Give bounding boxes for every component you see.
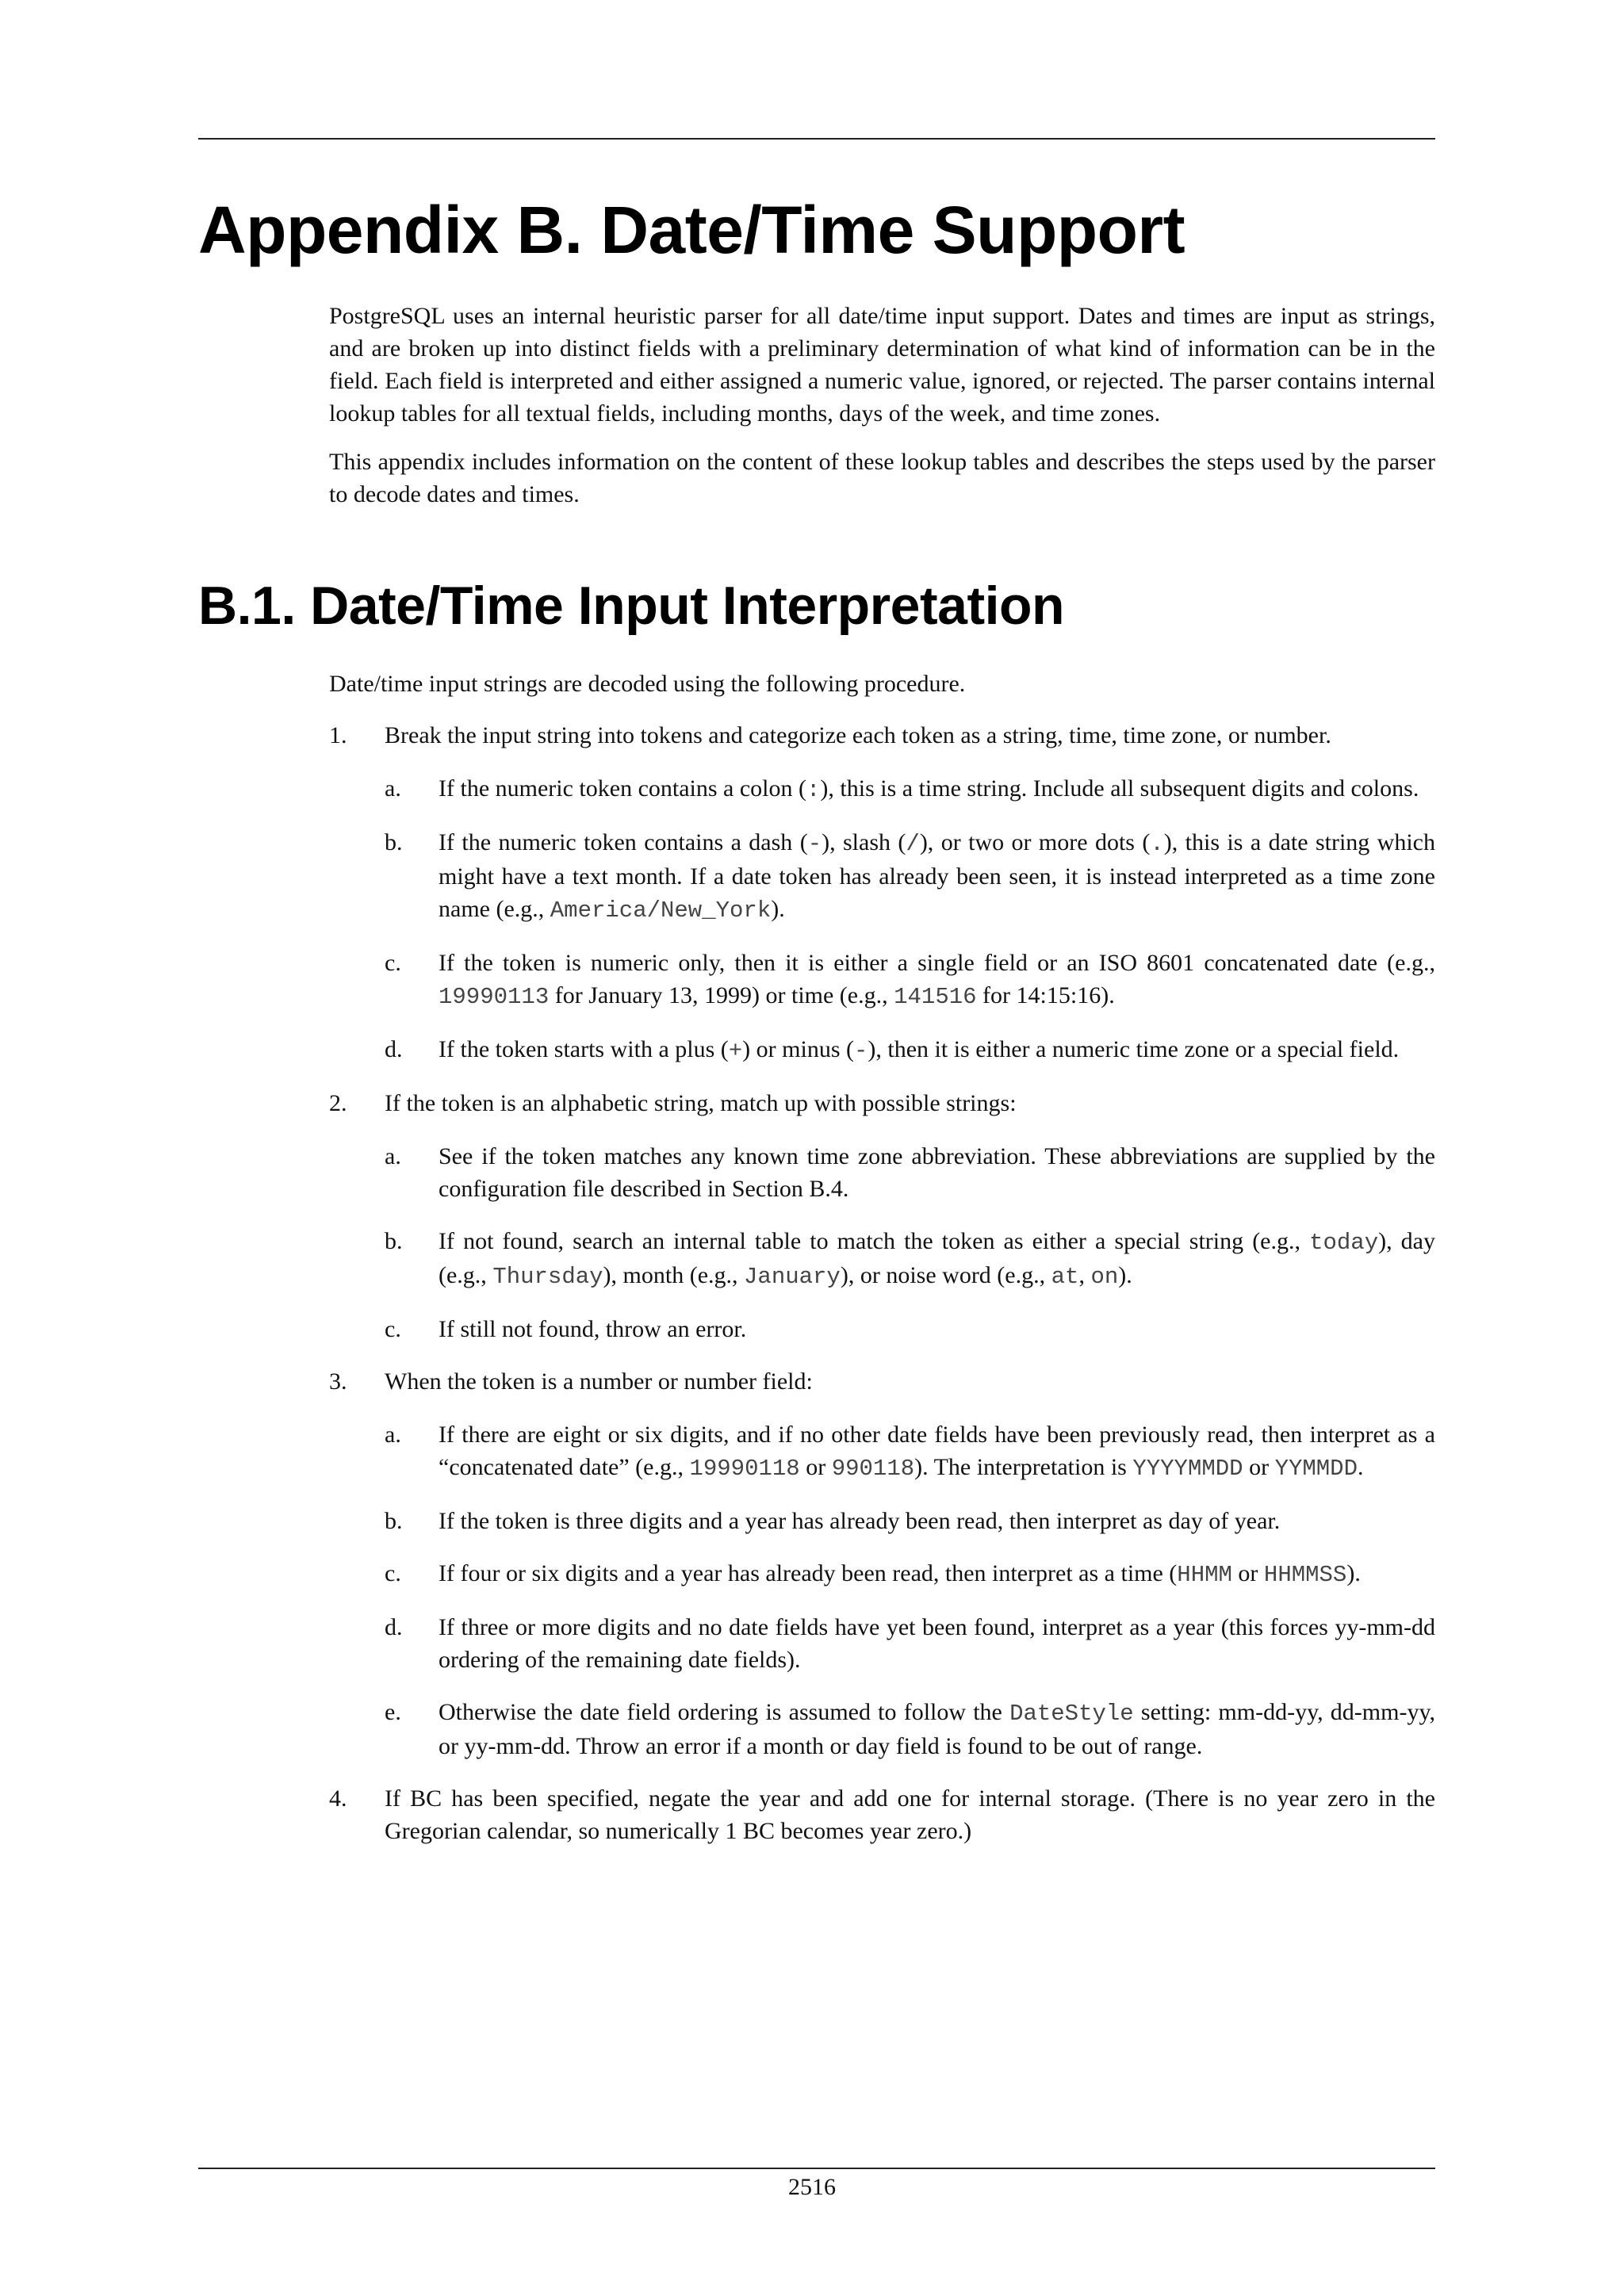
text-run: Otherwise the date field ordering is assumed to follow the bbox=[439, 1699, 1010, 1725]
code-literal: - bbox=[854, 1038, 868, 1064]
substep bbox=[385, 1611, 1435, 1676]
text-run: . bbox=[1357, 1454, 1364, 1480]
code-literal: 19990113 bbox=[439, 984, 550, 1010]
code-literal: today bbox=[1309, 1230, 1379, 1256]
text-run: ), this is a time string. Include all subsequent digits and colons. bbox=[820, 775, 1419, 802]
code-literal: + bbox=[728, 1038, 743, 1064]
substep-letter: a. bbox=[385, 1422, 401, 1448]
intro-paragraph: This appendix includes information on the content of these lookup tables and describes the steps used by the parser to decode dates and times. bbox=[329, 449, 1435, 507]
text-run: See if the token matches any known time zone abbreviation. These abbreviations are supplied by the configuration file described in Section B.4. bbox=[439, 1143, 1435, 1202]
text-run: ), or two or more dots ( bbox=[919, 829, 1151, 855]
text-run: If not found, search an internal table to match the token as either a special string (e.g., bbox=[439, 1228, 1310, 1254]
text-run: ), day (e.g., bbox=[439, 1228, 1436, 1288]
code-literal: 990118 bbox=[831, 1456, 915, 1482]
text-run: ). bbox=[771, 896, 785, 922]
text-run: If the numeric token contains a dash ( bbox=[439, 829, 808, 855]
text-run: If there are eight or six digits, and if no other date fields have been previously read, then interpret as a “concatenated date” (e.g., bbox=[439, 1422, 1435, 1480]
procedure-intro: Date/time input strings are decoded using the following procedure. bbox=[329, 671, 966, 697]
substep-letter: c. bbox=[385, 1316, 401, 1342]
text-run: ), month (e.g., bbox=[603, 1262, 745, 1288]
text-run: If still not found, throw an error. bbox=[439, 1316, 747, 1342]
substep-letter: d. bbox=[385, 1614, 403, 1640]
text-run: for January 13, 1999) or time (e.g., bbox=[549, 982, 894, 1008]
code-literal: 19990118 bbox=[689, 1456, 800, 1482]
text-run: If three or more digits and no date fields have yet been found, interpret as a year (this forces yy-mm-dd ordering of the remaining date fields). bbox=[439, 1614, 1435, 1673]
intro-paragraph: PostgreSQL uses an internal heuristic parser for all date/time input support. Dates and times are input as strings, and are broken up into distinct fields with a preliminary determination of what kind of information can be in the field. Each field is interpreted and either assigned a numeric value, ignored, or rejected. The parser contains internal lookup tables for all textual fields, including months, days of the week, and time zones. bbox=[329, 303, 1435, 427]
procedure-step bbox=[329, 1782, 1435, 1847]
code-literal: 141516 bbox=[894, 984, 977, 1010]
substep-letter: b. bbox=[385, 1508, 403, 1534]
code-literal: at bbox=[1051, 1264, 1079, 1290]
substep-text bbox=[439, 1505, 1435, 1537]
step-number: 2. bbox=[329, 1090, 347, 1116]
substep bbox=[385, 826, 1435, 927]
text-run: If the token is three digits and a year has already been read, then interpret as day of year. bbox=[439, 1508, 1281, 1534]
text-run: setting: mm-dd-yy, dd-mm-yy, or yy-mm-dd. Throw an error if a month or day field is found to be out of range. bbox=[439, 1699, 1436, 1759]
code-literal: : bbox=[806, 777, 821, 803]
step-number: 1. bbox=[329, 722, 347, 748]
substep-letter: b. bbox=[385, 1228, 403, 1254]
substep-letter: a. bbox=[385, 1143, 401, 1169]
substep-text bbox=[439, 1140, 1435, 1205]
section-title: B.1. Date/Time Input Interpretation bbox=[198, 576, 1065, 636]
code-literal: DateStyle bbox=[1009, 1701, 1134, 1727]
substep bbox=[385, 1140, 1435, 1205]
substep-text bbox=[439, 772, 1435, 806]
substep bbox=[385, 1225, 1435, 1293]
step-text: If BC has been specified, negate the year and add one for internal storage. (There is no year zero in the Gregorian calendar, so numerically 1 BC becomes year zero.) bbox=[385, 1785, 1435, 1844]
procedure-section bbox=[329, 668, 1435, 1847]
procedure-step bbox=[329, 1087, 1435, 1345]
code-literal: . bbox=[1150, 831, 1164, 857]
code-literal: - bbox=[807, 831, 822, 857]
substep bbox=[385, 1557, 1435, 1591]
substep-letter: b. bbox=[385, 829, 403, 855]
code-literal: HHMMSS bbox=[1263, 1562, 1347, 1588]
substep-text bbox=[439, 1418, 1435, 1485]
substep bbox=[385, 947, 1435, 1013]
text-run: If the token starts with a plus ( bbox=[439, 1036, 729, 1062]
footer-rule bbox=[198, 2168, 1435, 2169]
code-literal: Thursday bbox=[492, 1264, 603, 1290]
text-run: ), this is a date string which might have a text month. If a date token has already been seen, it is instead interpreted as a time zone name (e.g., bbox=[439, 829, 1435, 922]
step-number: 4. bbox=[329, 1785, 347, 1812]
text-run: If four or six digits and a year has already been read, then interpret as a time ( bbox=[439, 1560, 1178, 1586]
appendix-title: Appendix B. Date/Time Support bbox=[198, 193, 1185, 267]
text-run: If the numeric token contains a colon ( bbox=[439, 775, 807, 802]
code-literal: YYYYMMDD bbox=[1132, 1456, 1243, 1482]
substep-text bbox=[439, 947, 1435, 1013]
procedure-step bbox=[329, 719, 1435, 1067]
substep bbox=[385, 1313, 1435, 1345]
substep-text bbox=[439, 826, 1435, 927]
code-literal: America/New_York bbox=[550, 897, 772, 924]
procedure-steps bbox=[329, 719, 1435, 1847]
procedure-step bbox=[329, 1365, 1435, 1762]
code-literal: January bbox=[744, 1264, 841, 1290]
code-literal: on bbox=[1090, 1264, 1119, 1290]
substep-list bbox=[385, 772, 1435, 1067]
substep bbox=[385, 1418, 1435, 1485]
substep-text bbox=[439, 1225, 1435, 1293]
text-run: ). bbox=[1346, 1560, 1361, 1586]
header-rule bbox=[198, 138, 1435, 140]
substep bbox=[385, 1505, 1435, 1537]
substep-letter: d. bbox=[385, 1036, 403, 1062]
substep-text bbox=[439, 1696, 1435, 1762]
step-text: Break the input string into tokens and categorize each token as a string, time, time zone, or number. bbox=[385, 722, 1331, 748]
substep-text bbox=[439, 1033, 1435, 1067]
substep-text bbox=[439, 1557, 1435, 1591]
text-run: ) or minus ( bbox=[742, 1036, 854, 1062]
text-run: or bbox=[1243, 1454, 1275, 1480]
substep-text bbox=[439, 1611, 1435, 1676]
substep-list bbox=[385, 1140, 1435, 1345]
text-run: for 14:15:16). bbox=[976, 982, 1115, 1008]
code-literal: YYMMDD bbox=[1274, 1456, 1358, 1482]
text-run: , bbox=[1078, 1262, 1091, 1288]
substep-letter: e. bbox=[385, 1699, 401, 1725]
code-literal: HHMM bbox=[1177, 1562, 1232, 1588]
text-run: ). bbox=[1118, 1262, 1132, 1288]
step-text: If the token is an alphabetic string, match up with possible strings: bbox=[385, 1090, 1017, 1116]
substep bbox=[385, 1696, 1435, 1762]
substep-letter: c. bbox=[385, 1560, 401, 1586]
substep-letter: a. bbox=[385, 775, 401, 802]
text-run: ), or noise word (e.g., bbox=[840, 1262, 1051, 1288]
substep-text bbox=[439, 1313, 1435, 1345]
page-number: 2516 bbox=[788, 2174, 836, 2200]
intro-section bbox=[329, 300, 1435, 526]
substep-letter: c. bbox=[385, 950, 401, 976]
text-run: ), slash ( bbox=[822, 829, 906, 855]
text-run: ). The interpretation is bbox=[914, 1454, 1133, 1480]
code-literal: / bbox=[906, 831, 920, 857]
substep-list bbox=[385, 1418, 1435, 1762]
text-run: If the token is numeric only, then it is either a single field or an ISO 8601 concatenated date (e.g., bbox=[439, 950, 1435, 976]
step-text: When the token is a number or number field: bbox=[385, 1368, 813, 1395]
substep bbox=[385, 1033, 1435, 1067]
text-run: or bbox=[1231, 1560, 1264, 1586]
substep bbox=[385, 772, 1435, 806]
text-run: or bbox=[799, 1454, 832, 1480]
text-run: ), then it is either a numeric time zone or a special field. bbox=[868, 1036, 1400, 1062]
step-number: 3. bbox=[329, 1368, 347, 1395]
